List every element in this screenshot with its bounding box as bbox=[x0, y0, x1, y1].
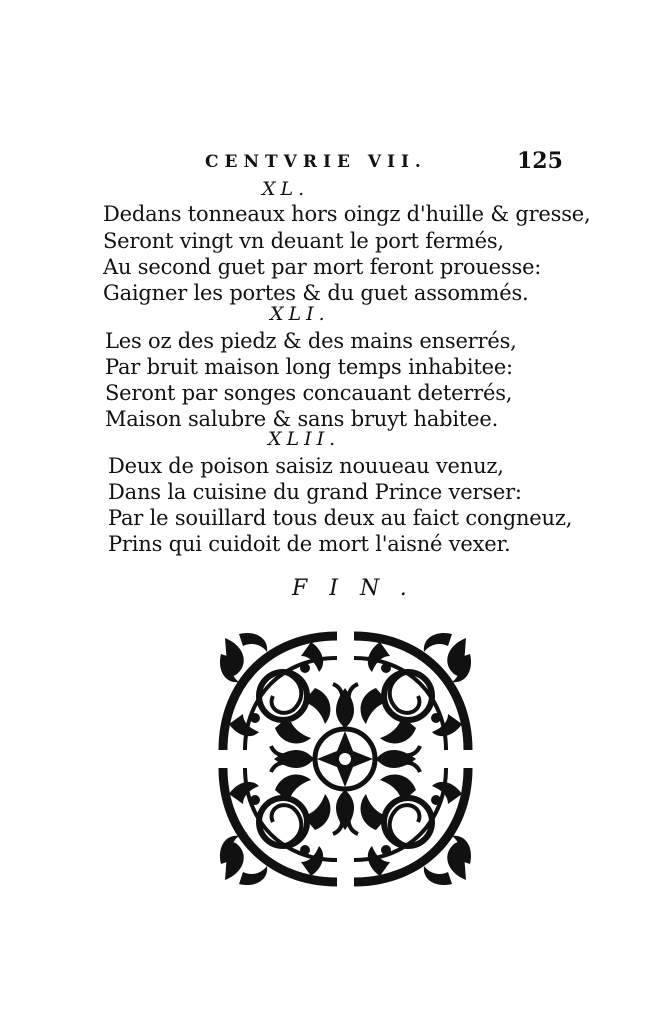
page-header bbox=[0, 148, 668, 182]
verse-line: Au second guet par mort feront prouesse: bbox=[103, 255, 542, 279]
verse-line: Gaigner les portes & du guet assommés. bbox=[103, 281, 529, 305]
quatrain-number: XLII. bbox=[268, 428, 341, 450]
verse-line: Seront par songes concauant deterrés, bbox=[105, 381, 513, 405]
verse-line: Seront vingt vn deuant le port fermés, bbox=[103, 229, 504, 253]
quatrain-number: XL. bbox=[262, 178, 310, 200]
quatrain-number: XLI. bbox=[270, 303, 330, 325]
verse-line: Par le souillard tous deux au faict congneuz, bbox=[108, 506, 573, 530]
running-head: CENTVRIE VII. bbox=[205, 152, 427, 172]
verse-line: Maison salubre & sans bruyt habitee. bbox=[105, 407, 499, 431]
colophon-fin: FIN. bbox=[292, 576, 429, 601]
verse-line: Dans la cuisine du grand Prince verser: bbox=[108, 480, 522, 504]
floral-woodcut-ornament-icon bbox=[215, 628, 476, 890]
verse-line: Prins qui cuidoit de mort l'aisné vexer. bbox=[108, 532, 511, 556]
verse-line: Deux de poison saisiz nouueau venuz, bbox=[108, 454, 504, 478]
verse-line: Les oz des piedz & des mains enserrés, bbox=[105, 329, 517, 353]
page-number: 125 bbox=[517, 148, 563, 174]
verse-line: Dedans tonneaux hors oingz d'huille & gresse, bbox=[103, 202, 591, 226]
verse-line: Par bruit maison long temps inhabitee: bbox=[105, 355, 513, 379]
